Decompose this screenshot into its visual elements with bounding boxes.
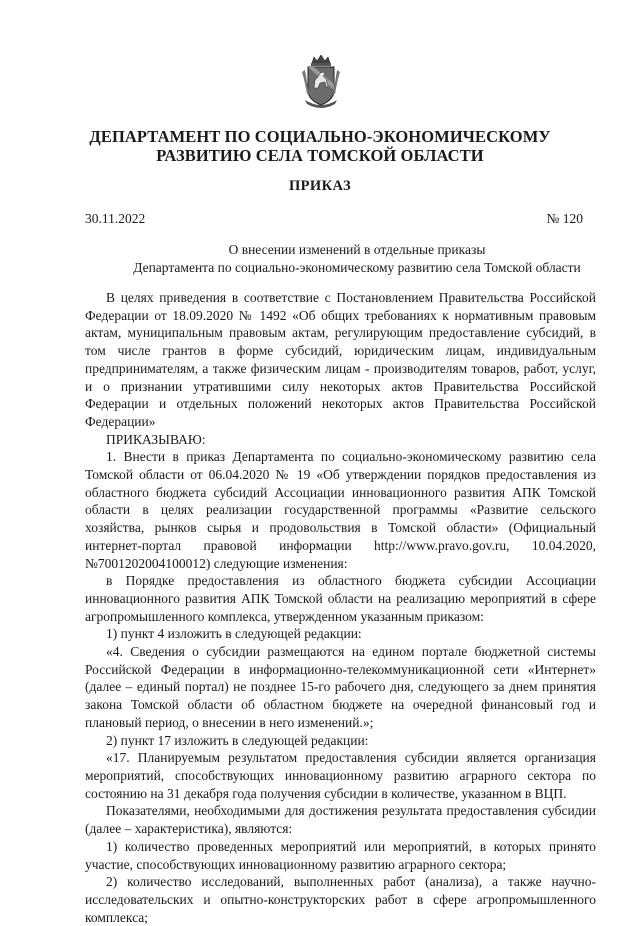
body-paragraph: Показателями, необходимыми для достижения результата предоставления субсидии (далее – характеристика), являются: [85,803,596,837]
body-paragraph: 2) пункт 17 изложить в следующей редакции: [106,732,369,748]
order-directive: ПРИКАЗЫВАЮ: [106,431,206,447]
order-subject [0,241,640,277]
body-paragraph: 1) пункт 4 изложить в следующей редакции: [106,626,362,642]
preamble-paragraph: В целях приведения в соответствие с Постановлением Правительства Российской Федерации от 18.09.2020 № 1492 «Об общих требованиях к нормативным правовым актам, муниципальным правовым актам, регулирующим предоставление субсидий, в том числе грантов в форме субсидий, юридическим лицам, индивидуальным предпринимателям, а также физическим лицам - производителям товаров, работ, услуг, и о признании утратившими силу некоторых актов Правительства Российской Федерации и отдельных положений некоторых актов Правительства Российской Федерации» [85,290,596,429]
department-title-line-2: РАЗВИТИЮ СЕЛА ТОМСКОЙ ОБЛАСТИ [156,146,484,165]
department-title-line-1: ДЕПАРТАМЕНТ ПО СОЦИАЛЬНО-ЭКОНОМИЧЕСКОМУ [89,127,551,146]
order-number: № 120 [546,211,583,226]
order-date: 30.11.2022 [85,211,146,226]
body-paragraph: «17. Планируемым результатом предоставления субсидии является организация мероприятий, способствующих инновационному развитию аграрного сектора по состоянию на 31 декабря года получения субсидии в количестве, указанном в ВЦП. [85,750,596,801]
coat-of-arms-emblem [299,54,343,110]
subject-line-1: О внесении изменений в отдельные приказы [228,242,486,257]
body-paragraph: в Порядке предоставления из областного бюджета субсидии Ассоциации инновационного развития АПК Томской области на реализацию мероприятий в сфере агропромышленного комплекса, утвержденном указанным приказом: [85,573,596,624]
body-paragraph: 1) количество проведенных мероприятий или мероприятий, в которых принято участие, способствующих инновационному развитию аграрного сектора; [85,838,596,872]
order-body [85,289,596,926]
body-paragraph: «4. Сведения о субсидии размещаются на едином портале бюджетной системы Российской Федерации в информационно-телекоммуникационной сети «Интернет» (далее – единый портал) не позднее 15-го рабочего дня, следующего за днем принятия закона Томской области об областном бюджете на очередной финансовый год и плановый период, о внесении в него изменений.»; [85,644,596,730]
body-paragraph: 1. Внести в приказ Департамента по социально-экономическому развитию села Томской области от 06.04.2020 № 19 «Об утверждении порядков предоставления из областного бюджета субсидий Ассоциации инновационного развития АПК Томской области в целях реализации государственной программы «Развитие сельского хозяйства, рынков сырья и продовольствия в Томской области» (Официальный интернет-портал правовой информации http://www.pravo.gov.ru, 10.04.2020, №7001202004100012) следующие изменения: [85,449,596,571]
document-type-heading: ПРИКАЗ [288,178,352,194]
subject-line-2: Департамента по социально-экономическому развитию села Томской области [133,260,581,275]
body-paragraph: 2) количество исследований, выполненных работ (анализа), а также научно-исследовательских и опытно-конструкторских работ в сфере агропромышленного комплекса; [85,874,596,925]
